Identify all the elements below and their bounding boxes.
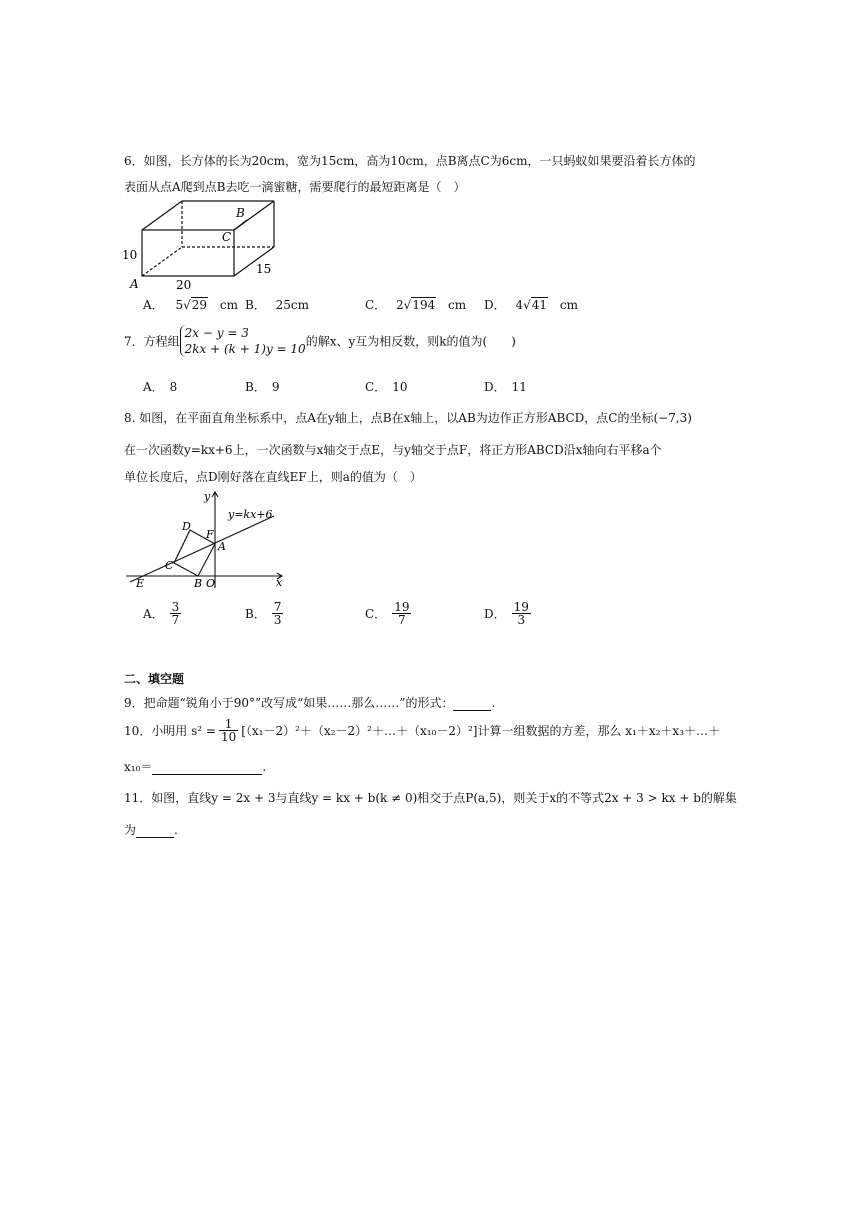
q6-option-d-letter: D． [484,298,506,312]
q10-fraction [219,718,238,743]
q10-line2-text: x₁₀＝ [124,760,153,774]
q6-option-c-unit: cm [448,298,467,312]
q6-option-a-unit: cm [219,298,239,312]
q10-answer-blank[interactable] [152,762,262,775]
q6-label-c: C [222,230,232,244]
q11-line2 [124,821,178,838]
q11-line1: 11．如图，直线y = 2x + 3与直线y = kx + b(k ≠ 0)相交于点P(a,5)，则关于x的不等式2x + 3 > kx + b的解集 [124,791,737,805]
q6-option-a-letter: A． [143,298,164,312]
q7-prefix: 7．方程组 [124,334,180,349]
q8-label-a: A [218,540,226,553]
q6-line2: 表面从点A爬到点B去吃一滴蜜糖，需要爬行的最短距离是（ ） [124,180,466,194]
q6-label-a: A [130,277,139,290]
q8-label-o: O [206,577,216,590]
q7-line [124,325,516,357]
q6-option-c-rad: 194 [412,298,436,312]
q7-option-a-text: 8 [169,380,178,394]
q7-option-b-letter: B． [245,380,266,394]
q8-line-label: y=kx+6 [228,508,273,521]
q6-option-b-text: 25cm [275,298,310,312]
q8-option-c-den: 7 [398,613,406,627]
q8-option-b-letter: B． [245,607,266,621]
q6-line1: 6．如图，长方体的长为20cm，宽为15cm，高为10cm，点B离点C为6cm，一只蚂蚁如果要沿着长方体的 [124,154,696,168]
q10-prefix: 10．小明用 s² = [124,724,216,738]
q7-option-d [484,378,527,395]
q6-label-b: B [236,206,245,220]
q9-answer-blank[interactable] [453,698,491,711]
q7-option-b-text: 9 [271,380,280,394]
q8-y-axis-label: y [204,490,211,503]
q8-label-f: F [206,528,214,541]
q8-option-c-fraction [392,601,411,626]
q11-end: . [174,823,178,837]
q8-option-c [365,601,411,626]
q8-option-b-num: 7 [273,600,282,614]
q7-eq1: 2x − y = 3 [184,326,249,340]
q10-den: 10 [220,730,237,744]
q9-text: 9．把命题“锐角小于90°”改写成“如果……那么……”的形式： [124,696,454,710]
q11-answer-blank[interactable] [136,825,174,838]
q9-line [124,694,495,711]
q8-option-c-num: 19 [394,600,410,614]
q7-option-d-text: 11 [511,380,527,394]
q8-option-a-den: 7 [171,613,180,627]
q7-equation-system [180,325,306,357]
q6-option-d-unit: cm [559,298,578,312]
q6-option-c-coef: 2 [396,298,404,312]
q8-label-b: B [194,577,203,590]
q7-option-a-letter: A． [143,380,164,394]
q10-num: 1 [219,718,238,731]
q8-coordinate-figure [122,488,287,590]
q6-option-c: C． 2√194 cm [365,298,467,312]
q8-label-d: D [182,520,191,533]
q6-option-d-rad: 41 [531,298,548,312]
q6-option-b-letter: B． [245,298,266,312]
q11-line2-text: 为 [124,823,137,837]
q8-line1: 8. 如图，在平面直角坐标系中，点A在y轴上，点B在x轴上，以AB为边作正方形ABCD，点C的坐标(−7,3) [124,411,692,425]
q8-option-d-den: 3 [517,613,526,627]
q8-option-b-den: 3 [273,613,282,627]
q8-option-b-fraction [272,601,284,626]
q8-option-a-num: 3 [171,600,180,614]
q7-eq2: 2kx + (k + 1)y = 10 [184,342,306,356]
q6-dim-length: 20 [176,278,192,290]
q7-option-c-text: 10 [392,380,408,394]
q6-option-b [245,296,309,313]
q6-option-a-rad: 29 [191,298,208,312]
q6-option-a-coef: 5 [175,298,184,312]
q8-option-b [245,601,283,626]
q6-option-d-coef: 4 [515,298,524,312]
q6-dim-width: 15 [256,262,272,276]
q7-option-b [245,378,279,395]
q8-x-axis-label: x [276,576,283,589]
q8-option-d-letter: D． [484,607,506,621]
q7-option-a [143,378,177,395]
q10-line1 [124,718,720,743]
q6-dim-height: 10 [122,248,138,262]
q10-end: . [262,760,267,774]
q8-label-c: C [165,559,174,572]
section-title-fill-in: 二、填空题 [124,672,185,686]
q6-option-d: D． 4√41 cm [484,298,578,312]
q9-end: . [491,696,496,710]
q10-body: [（x₁－2）²＋（x₂－2）²＋…＋（x₁₀－2）²]计算一组数据的方差，那么 x₁＋x₂＋x₃＋…＋ [241,724,721,738]
q8-option-c-letter: C． [365,607,387,621]
q8-line2: 在一次函数y=kx+6上，一次函数与x轴交于点E，与y轴交于点F，将正方形ABCD沿x轴向右平移a个 [124,443,662,457]
q7-option-c [365,378,407,395]
q8-option-a [143,601,181,626]
q7-option-c-letter: C． [365,380,387,394]
q8-option-a-letter: A． [143,607,164,621]
q8-line3: 单位长度后，点D刚好落在直线EF上，则a的值为（ ） [124,470,422,484]
q8-option-d-fraction [512,601,531,626]
q8-option-a-fraction [170,601,182,626]
q7-suffix: 的解x、y互为相反数，则k的值为( ) [305,334,516,349]
q6-cuboid-figure [120,195,290,290]
q8-option-d-num: 19 [513,600,529,614]
q6-option-c-letter: C． [365,298,387,312]
q8-option-d [484,601,531,626]
q10-line2 [124,758,266,775]
q7-option-d-letter: D． [484,380,506,394]
q6-option-a: A． 5√29 cm [143,298,239,312]
q8-label-e: E [136,577,145,590]
